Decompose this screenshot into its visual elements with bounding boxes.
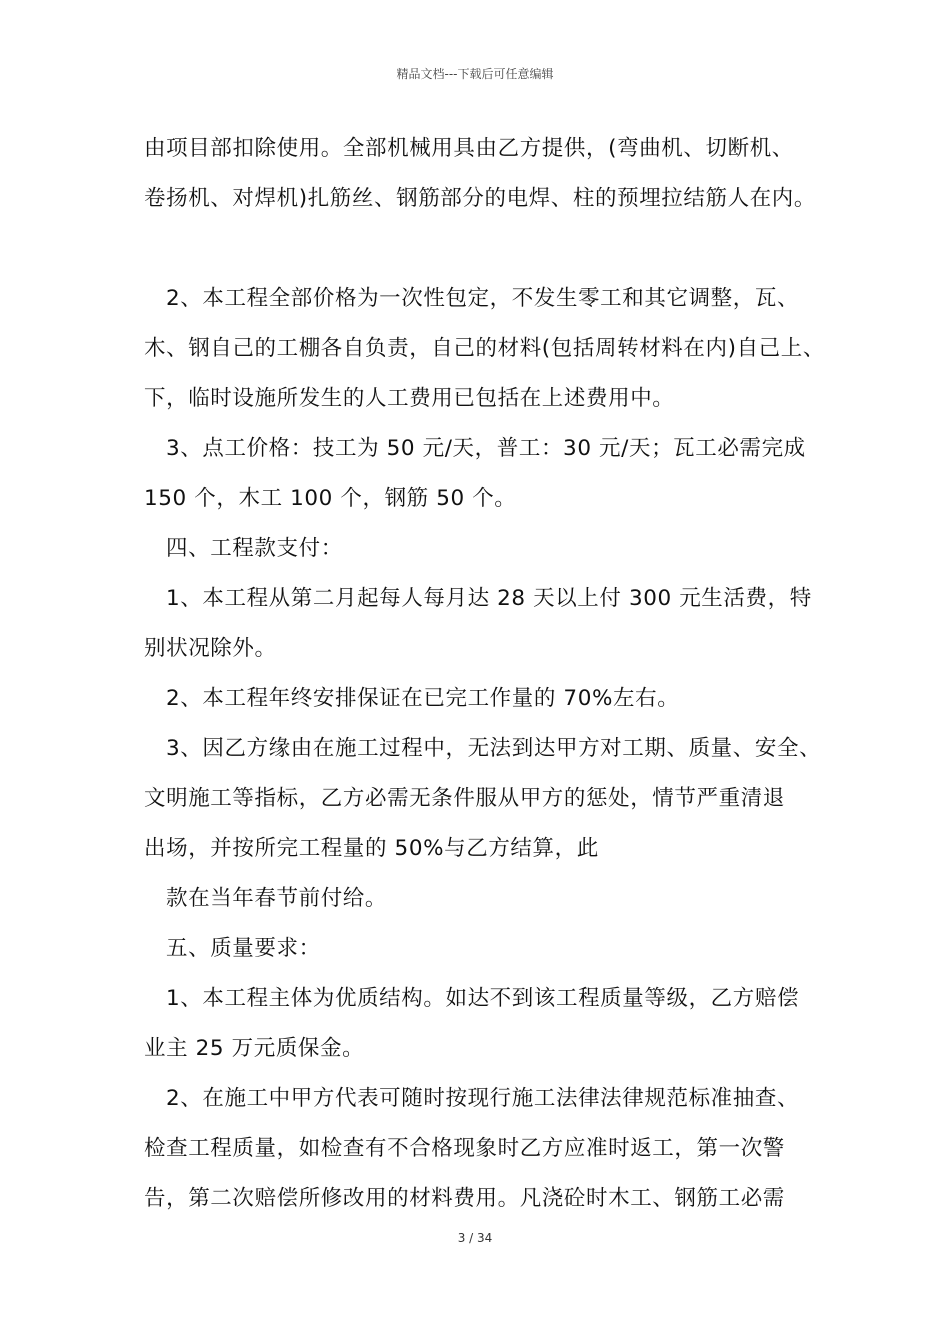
paragraph-line-6: 3、点工价格：技工为 50 元/天，普工：30 元/天；瓦工必需完成 xyxy=(166,436,806,461)
paragraph-line-20: 检查工程质量，如检查有不合格现象时乙方应准时返工，第一次警 xyxy=(144,1136,785,1161)
paragraph-line-4: 木、钢自己的工棚各自负责，自己的材料(包括周转材料在内)自己上、 xyxy=(144,336,825,361)
paragraph-line-9: 1、本工程从第二月起每人每月达 28 天以上付 300 元生活费，特 xyxy=(166,586,812,611)
paragraph-line-12: 3、因乙方缘由在施工过程中，无法到达甲方对工期、质量、安全、 xyxy=(166,736,822,761)
page-header: 精品文档---下载后可任意编辑 xyxy=(396,67,554,81)
paragraph-line-13: 文明施工等指标，乙方必需无条件服从甲方的惩处，情节严重清退 xyxy=(144,786,785,811)
paragraph-line-15: 款在当年春节前付给。 xyxy=(166,886,388,911)
paragraph-line-18: 业主 25 万元质保金。 xyxy=(144,1036,365,1061)
paragraph-line-3: 2、本工程全部价格为一次性包定，不发生零工和其它调整，瓦、 xyxy=(166,286,800,311)
paragraph-line-10: 别状况除外。 xyxy=(144,636,277,661)
paragraph-line-19: 2、在施工中甲方代表可随时按现行施工法律法律规范标准抽查、 xyxy=(166,1086,800,1111)
paragraph-line-21: 告，第二次赔偿所修改用的材料费用。凡浇砼时木工、钢筋工必需 xyxy=(144,1186,785,1211)
paragraph-line-2: 卷扬机、对焊机)扎筋丝、钢筋部分的电焊、柱的预埋拉结筋人在内。 xyxy=(144,186,816,211)
paragraph-line-5: 下，临时设施所发生的人工费用已包括在上述费用中。 xyxy=(144,386,675,411)
paragraph-line-17: 1、本工程主体为优质结构。如达不到该工程质量等级，乙方赔偿 xyxy=(166,986,800,1011)
page-number: 3 / 34 xyxy=(457,1231,493,1245)
section-heading-payment: 四、工程款支付： xyxy=(166,536,343,561)
paragraph-line-1: 由项目部扣除使用。全部机械用具由乙方提供，(弯曲机、切断机、 xyxy=(144,136,794,161)
paragraph-line-14: 出场，并按所完工程量的 50%与乙方结算，此 xyxy=(144,836,599,861)
section-heading-quality: 五、质量要求： xyxy=(166,936,321,961)
paragraph-line-7: 150 个，木工 100 个，钢筋 50 个。 xyxy=(144,486,517,511)
paragraph-line-11: 2、本工程年终安排保证在已完工作量的 70%左右。 xyxy=(166,686,680,711)
